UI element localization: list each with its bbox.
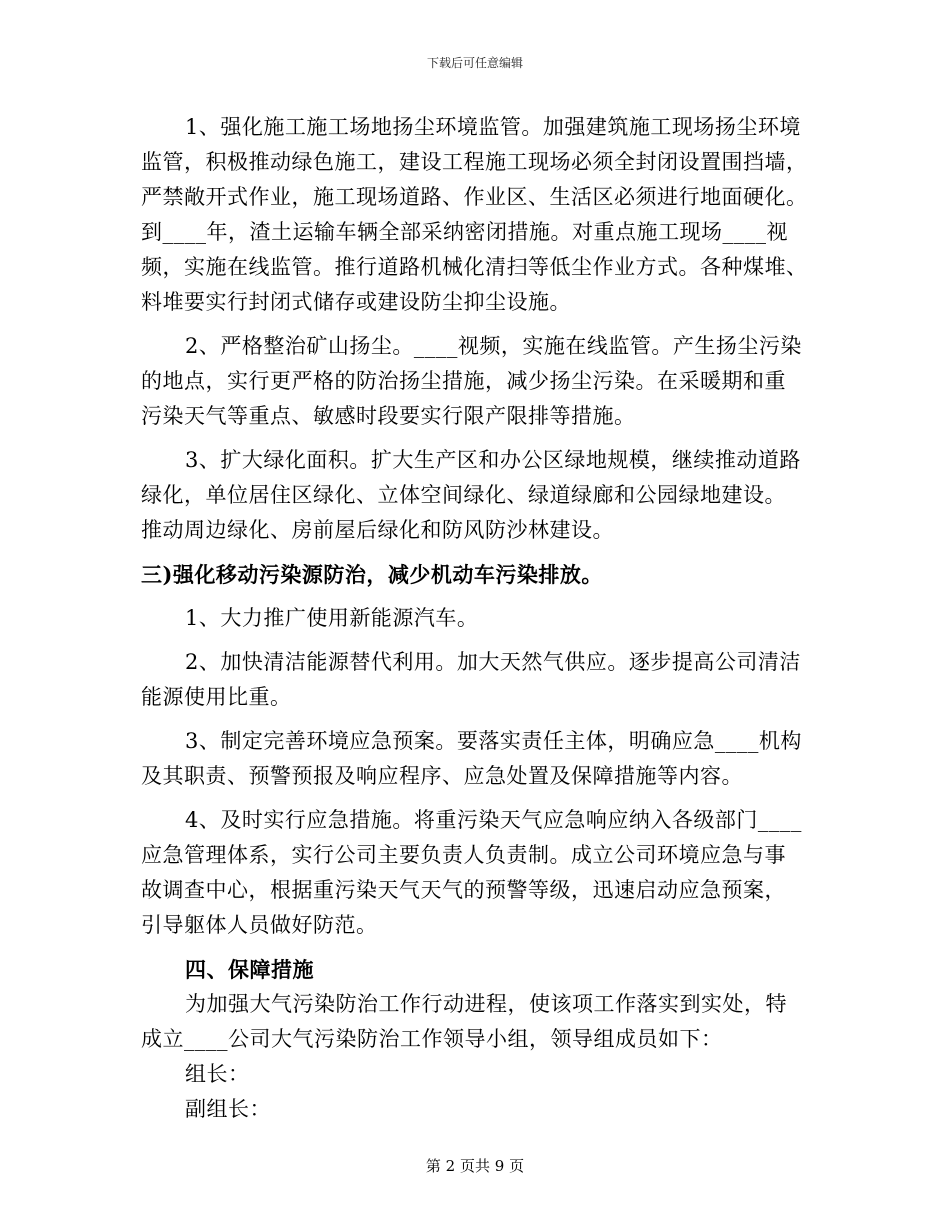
text-line: 成立____公司大气污染防治工作领导小组，领导组成员如下： [141,1027,723,1051]
deputy-leader-label: 副组长： [185,1097,271,1121]
text-line: 及其职责、预警预报及响应程序、应急处置及保障措施等内容。 [141,764,743,788]
paragraph-1 [141,110,811,320]
paragraph-4: 1、大力推广使用新能源汽车。 [185,606,479,630]
text-line: 3、扩大绿化面积。扩大生产区和办公区绿地规模，继续推动道路 [185,448,801,472]
paragraph-3 [141,443,811,548]
text-line: 故调查中心，根据重污染天气天气的预警等级，迅速启动应急预案， [141,878,786,902]
text-line: 严禁敞开式作业，施工现场道路、作业区、生活区必须进行地面硬化。 [141,185,808,209]
text-line: 绿化，单位居住区绿化、立体空间绿化、绿道绿廊和公园绿地建设。 [141,483,786,507]
text-line: 推动周边绿化、房前屋后绿化和防风防沙林建设。 [141,518,614,542]
text-line: 料堆要实行封闭式储存或建设防尘抑尘设施。 [141,290,571,314]
page-footer: 第 2 页共 9 页 [425,1157,525,1175]
paragraph-6 [141,724,811,794]
section-heading-3: 三)强化移动污染源防治，减少机动车污染排放。 [141,562,603,587]
leader-label: 组长： [185,1062,250,1086]
paragraph-7 [141,803,811,943]
paragraph-5 [141,645,811,715]
text-line: 4、及时实行应急措施。将重污染天气应急响应纳入各级部门____ [185,808,802,832]
text-line: 能源使用比重。 [141,685,292,709]
text-line: 监管，积极推动绿色施工，建设工程施工现场必须全封闭设置围挡墙， [141,150,808,174]
text-line: 污染天气等重点、敏感时段要实行限产限排等措施。 [141,404,636,428]
text-line: 引导躯体人员做好防范。 [141,913,378,937]
text-line: 应急管理体系，实行公司主要负责人负责制。成立公司环境应急与事 [141,843,786,867]
document-body [141,110,811,1127]
paragraph-8 [141,987,811,1057]
section-heading-4: 四、保障措施 [185,957,314,982]
text-line: 的地点，实行更严格的防治扬尘措施，减少扬尘污染。在采暖期和重 [141,369,786,393]
text-line: 到____年，渣土运输车辆全部采纳密闭措施。对重点施工现场____视 [141,220,788,244]
page-header: 下载后可任意编辑 [426,56,523,70]
text-line: 1、强化施工施工场地扬尘环境监管。加强建筑施工现场扬尘环境 [185,115,801,139]
text-line: 频，实施在线监管。推行道路机械化清扫等低尘作业方式。各种煤堆、 [141,255,808,279]
paragraph-2 [141,329,811,434]
text-line: 2、严格整治矿山扬尘。____视频，实施在线监管。产生扬尘污染 [185,334,802,358]
text-line: 为加强大气污染防治工作行动进程，使该项工作落实到实处，特 [185,992,787,1016]
text-line: 2、加快清洁能源替代利用。加大天然气供应。逐步提高公司清洁 [185,650,801,674]
text-line: 3、制定完善环境应急预案。要落实责任主体，明确应急____机构 [185,729,802,753]
